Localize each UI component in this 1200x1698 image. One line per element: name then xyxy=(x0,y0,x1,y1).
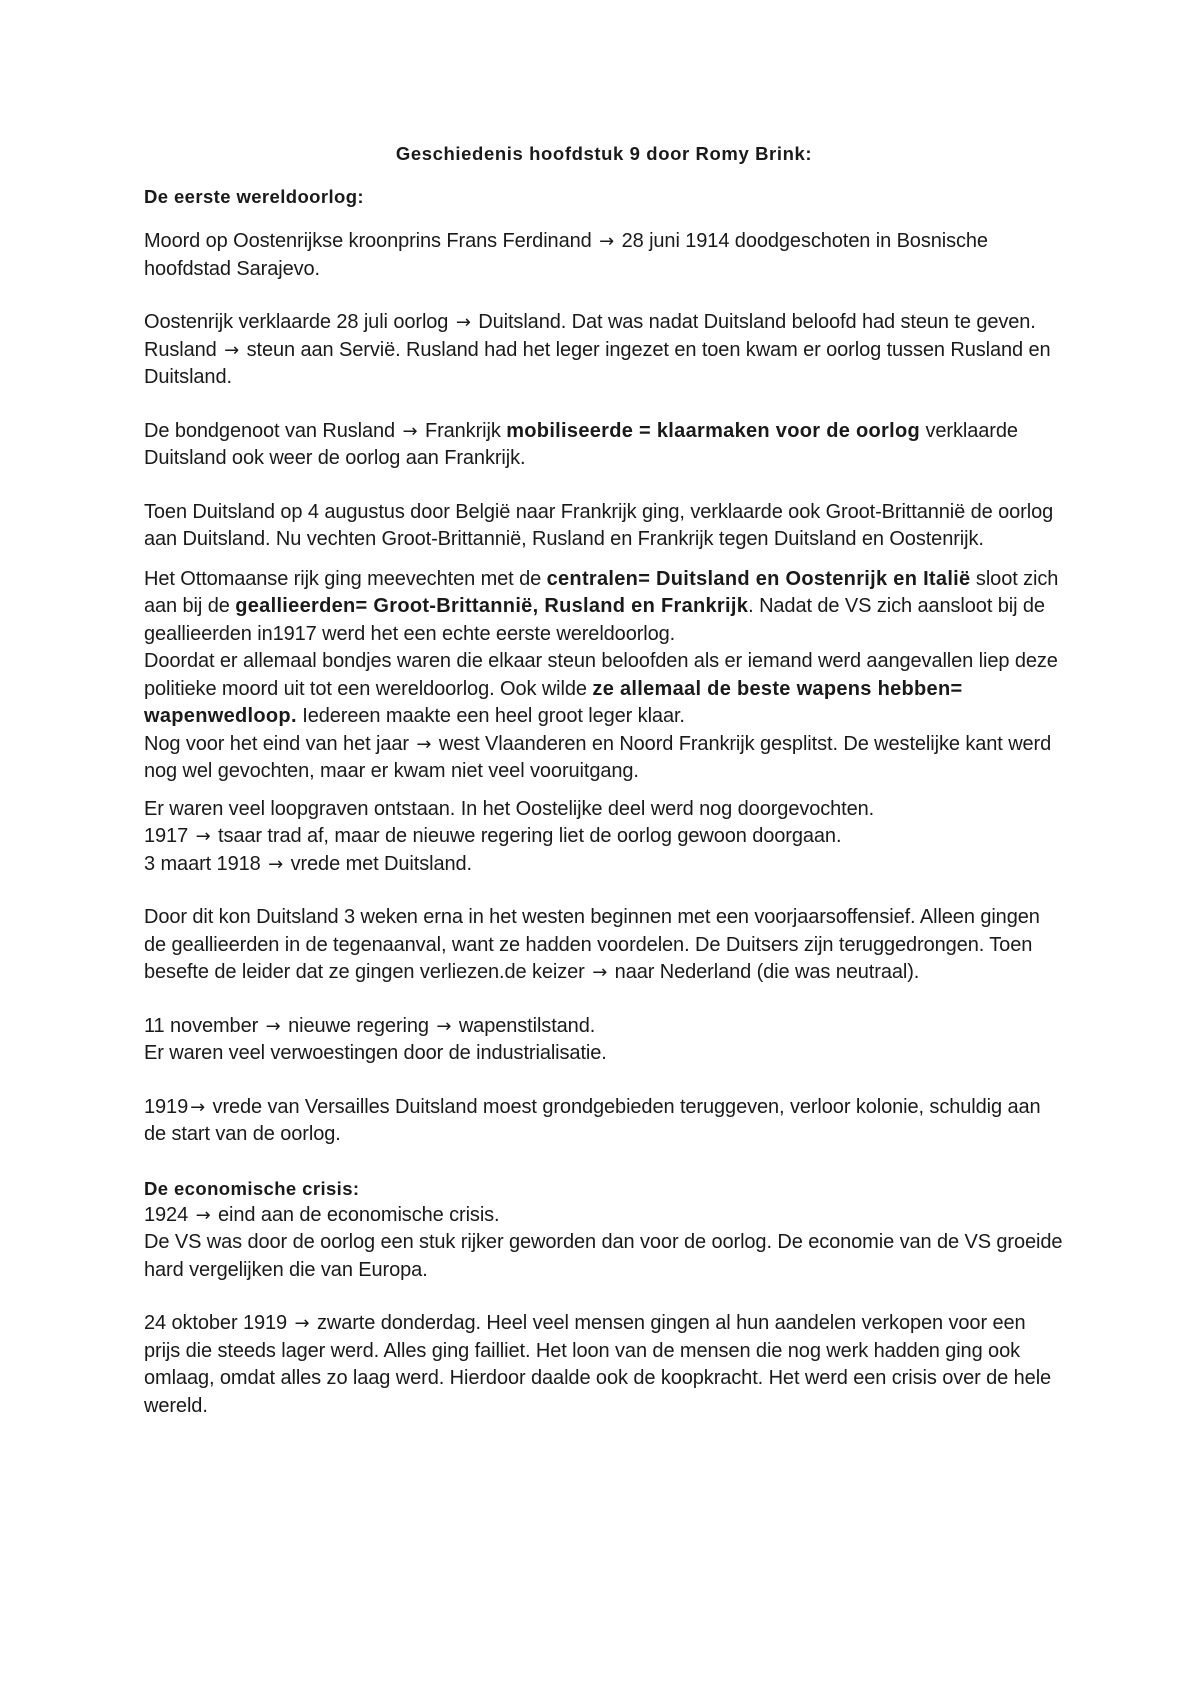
bold-term-centralen: centralen= Duitsland en Oostenrijk en Italië xyxy=(546,567,971,590)
text-span: 28 juni 1914 doodgeschoten in Bosnische hoofdstad Sarajevo. xyxy=(144,230,988,280)
text-span: Duitsland. Dat was nadat Duitsland beloofd had steun te geven. xyxy=(478,311,1036,333)
text-span: nieuwe regering xyxy=(288,1014,429,1037)
text-span: steun aan Servië. Rusland had het leger ingezet en toen kwam er oorlog tussen Rusland en Duitsland. xyxy=(144,338,1051,388)
text-span: wapenstilstand. xyxy=(458,1014,596,1037)
text-span: Nog voor het eind van het jaar xyxy=(144,732,409,755)
arrow-right-icon: → xyxy=(455,312,471,333)
section-heading-ww1: De eerste wereldoorlog: xyxy=(144,186,364,207)
text-span: 1917 xyxy=(144,825,189,847)
text-span: 1924 xyxy=(144,1203,189,1226)
text-span: Iedereen maakte een heel groot leger klaar. xyxy=(302,705,685,727)
text-span: Door dit kon Duitsland 3 weken erna in het westen beginnen met een voorjaarsoffensief. Alleen gingen de geallieerden in de tegenaanval, want ze hadden voordelen. De Duitsers zijn teruggedrongen. Toen besefte de leider dat ze gingen verliezen.de keizer xyxy=(144,906,1040,983)
text-span: De bondgenoot van Rusland xyxy=(144,419,396,442)
arrow-right-icon: → xyxy=(294,1313,310,1334)
text-span: zwarte donderdag. Heel veel mensen gingen al hun aandelen verkopen voor een prijs die steeds lager werd. Alles ging failliet. Het loon van de mensen die nog werk hadden ging ook omlaag, omdat alles zo laag werd. Hierdoor daalde ook de koopkracht. Het werd een crisis over de hele wereld. xyxy=(144,1312,1052,1417)
bold-term-geallieerden: geallieerden= Groot-Brittannië, Rusland en Frankrijk xyxy=(235,595,749,617)
text-span: 24 oktober 1919 xyxy=(144,1312,288,1334)
bold-term-wapenwedloop: ze allemaal de beste wapens hebben= wapenwedloop. xyxy=(144,677,963,727)
arrow-right-icon: → xyxy=(436,1015,452,1037)
paragraph-armistice xyxy=(144,1013,1064,1068)
document-title: Geschiedenis hoofdstuk 9 door Romy Brink: xyxy=(395,143,813,164)
paragraph-alliances xyxy=(144,566,1064,786)
text-span: eind aan de economische crisis. xyxy=(218,1203,500,1226)
paragraph-spring-offensive xyxy=(144,904,1064,987)
text-span: west Vlaanderen en Noord Frankrijk gesplitst. De westelijke kant werd nog wel gevochten, maar er kwam niet veel vooruitgang. xyxy=(144,732,1052,782)
arrow-right-icon: → xyxy=(416,733,432,755)
text-span: Het Ottomaanse rijk ging meevechten met de xyxy=(144,567,542,590)
paragraph-assassination xyxy=(144,228,1064,283)
paragraph-russia-support xyxy=(144,337,1064,392)
paragraph-black-thursday xyxy=(144,1310,1064,1420)
arrow-right-icon: → xyxy=(592,962,608,983)
text-span: vrede van Versailles Duitsland moest grondgebieden teruggeven, verloor kolonie, schuldig aan de start van de oorlog. xyxy=(144,1095,1041,1145)
text-span: Frankrijk xyxy=(424,419,501,442)
text-span: 1919 xyxy=(144,1095,189,1118)
text-span: verklaarde Duitsland ook weer de oorlog aan Frankrijk. xyxy=(144,419,1018,469)
document-body xyxy=(144,140,1064,1446)
text-span: Doordat er allemaal bondjes waren die elkaar steun beloofden als er iemand werd aangevallen liep deze politieke moord uit tot een wereldoorlog. Ook wilde xyxy=(144,650,1058,700)
arrow-right-icon: → xyxy=(195,1204,211,1226)
text-span: . Nadat de VS zich aansloot bij de geallieerden in1917 werd het een echte eerste wereldoorlog. xyxy=(144,595,1045,645)
text-span: Er waren veel verwoestingen door de industrialisatie. xyxy=(144,1042,607,1064)
arrow-right-icon: → xyxy=(265,1015,281,1037)
arrow-right-icon: → xyxy=(268,853,284,875)
paragraph-trenches xyxy=(144,796,1064,879)
paragraph-versailles xyxy=(144,1094,1064,1149)
text-span: Er waren veel loopgraven ontstaan. In het Oostelijke deel werd nog doorgevochten. xyxy=(144,797,875,820)
arrow-right-icon: → xyxy=(402,420,418,442)
text-span: vrede met Duitsland. xyxy=(290,852,472,875)
text-span: sloot zich aan bij de xyxy=(144,567,1059,617)
paragraph-austria-declares xyxy=(144,309,1064,337)
text-span: Rusland xyxy=(144,338,217,361)
arrow-right-icon: → xyxy=(599,231,615,252)
text-span: naar Nederland (die was neutraal). xyxy=(614,961,920,983)
text-span: 3 maart 1918 xyxy=(144,852,261,875)
arrow-right-icon: → xyxy=(190,1096,206,1118)
section-heading-crisis: De economische crisis: xyxy=(144,1177,360,1199)
text-span: tsaar trad af, maar de nieuwe regering liet de oorlog gewoon doorgaan. xyxy=(218,825,842,847)
bold-term-mobilisation: mobiliseerde = klaarmaken voor de oorlog xyxy=(506,419,921,442)
paragraph-belgium-invasion: Toen Duitsland op 4 augustus door België naar Frankrijk ging, verklaarde ook Groot-Brittannië de oorlog aan Duitsland. Nu vechten Groot-Brittannië, Rusland en Frankrijk tegen Duitsland en Oostenrijk. xyxy=(144,500,1054,550)
text-span: Oostenrijk verklaarde 28 juli oorlog xyxy=(144,311,449,333)
arrow-right-icon: → xyxy=(224,339,240,361)
text-span: Moord op Oostenrijkse kroonprins Frans Ferdinand xyxy=(144,230,592,252)
text-span: De VS was door de oorlog een stuk rijker geworden dan voor de oorlog. De economie van de VS groeide hard vergelijken die van Europa. xyxy=(144,1231,1063,1281)
paragraph-crisis-end xyxy=(144,1202,1064,1285)
paragraph-france-mobilizes xyxy=(144,418,1064,473)
text-span: 11 november xyxy=(144,1014,259,1037)
arrow-right-icon: → xyxy=(195,826,211,847)
